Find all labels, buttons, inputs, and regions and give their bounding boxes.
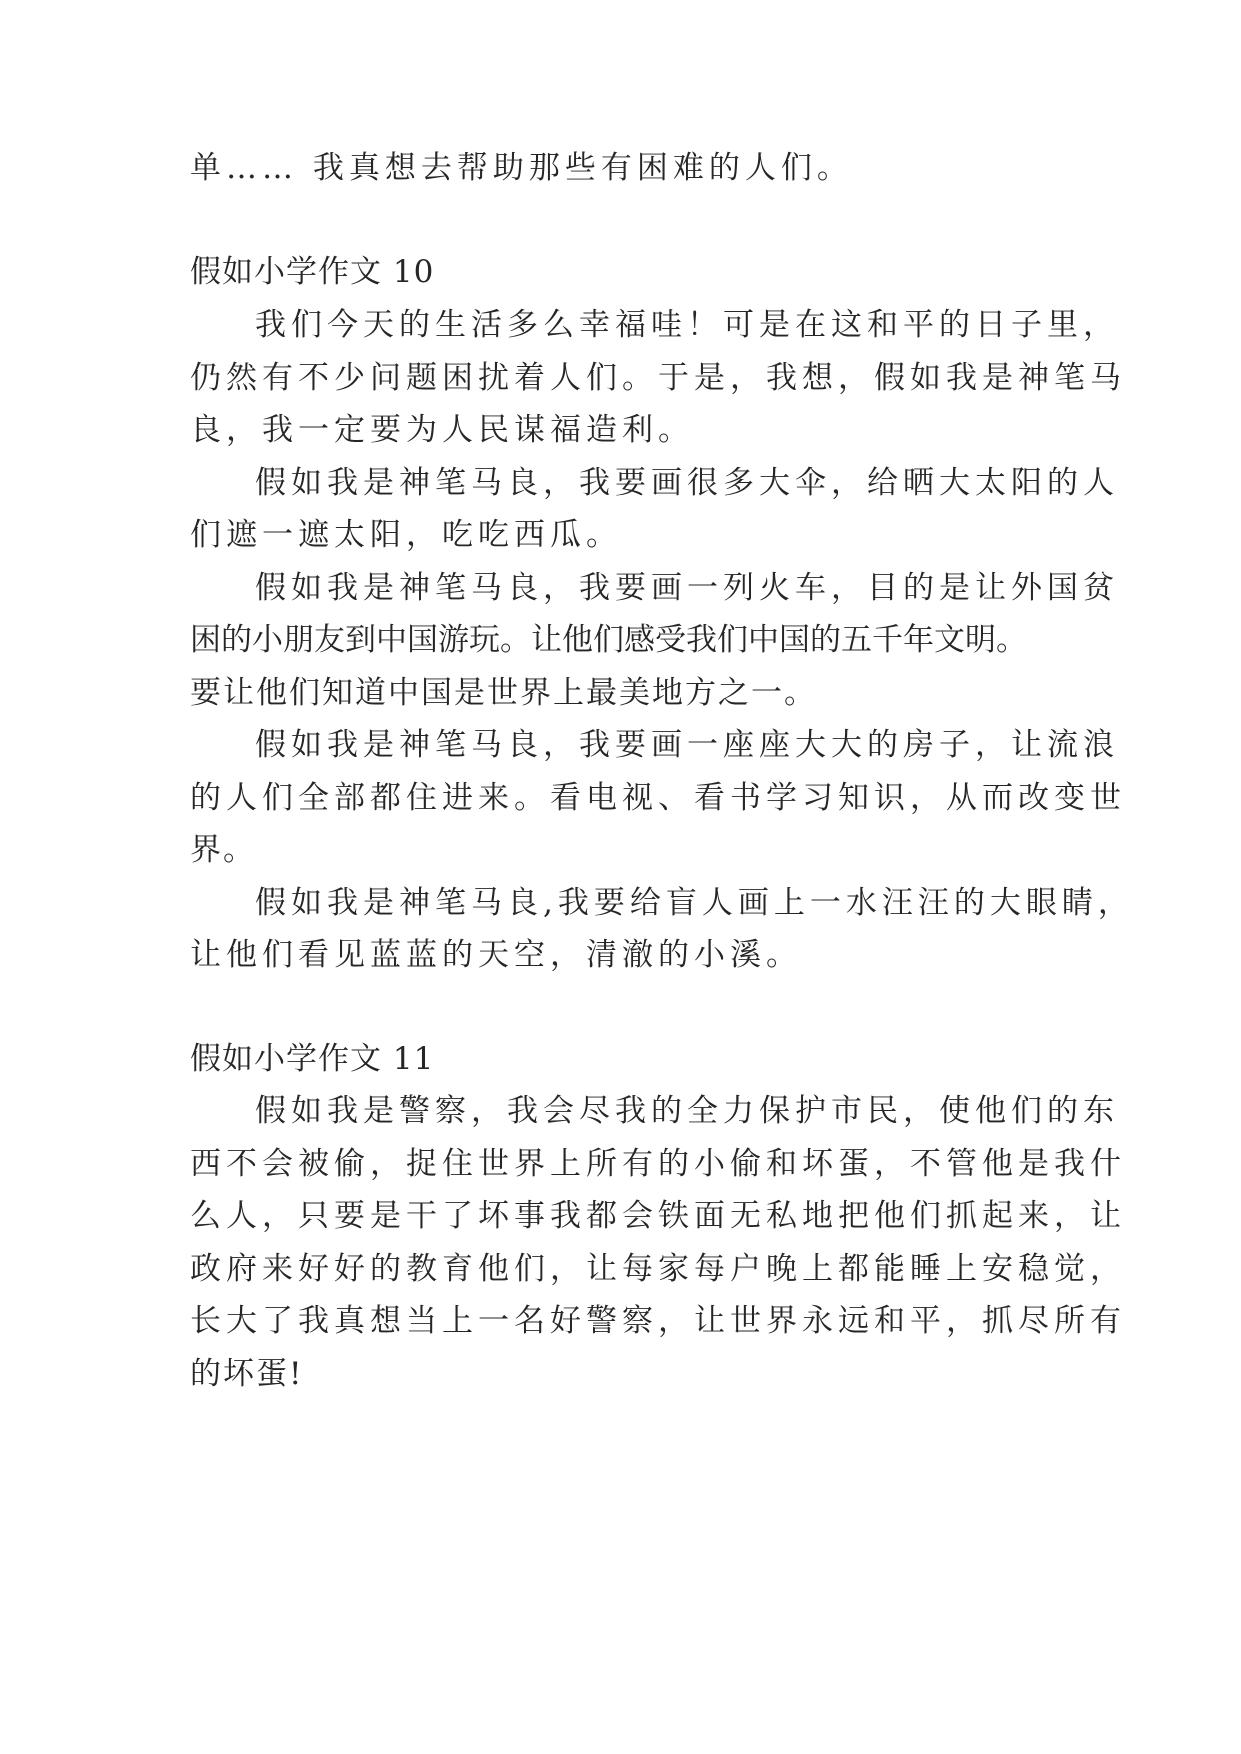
essay-11-line-2: 西不会被偷，捉住世界上所有的小偷和坏蛋，不管他是我什 bbox=[190, 1146, 1126, 1182]
essay-11-line-6: 的坏蛋! bbox=[190, 1356, 304, 1392]
essay-10-title: 假如小学作文 10 bbox=[190, 254, 435, 290]
essay-11-line-1: 假如我是警察，我会尽我的全力保护市民，使他们的东 bbox=[255, 1093, 1119, 1129]
essay-10-line-5: 们遮一遮太阳，吃吃西瓜。 bbox=[190, 517, 622, 553]
essay-11-line-4: 政府来好好的教育他们，让每家每户晚上都能睡上安稳觉， bbox=[190, 1251, 1126, 1287]
essay-10-line-4: 假如我是神笔马良，我要画很多大伞，给晒大太阳的人 bbox=[255, 465, 1119, 501]
essay-10-line-7: 困的小朋友到中国游玩。让他们感受我们中国的五千年文明。 bbox=[190, 622, 1027, 658]
essay-11-line-5: 长大了我真想当上一名好警察，让世界永远和平，抓尽所有 bbox=[190, 1303, 1126, 1339]
essay-10-line-1: 我们今天的生活多么幸福哇！可是在这和平的日子里， bbox=[255, 307, 1119, 343]
essay-10-line-13: 让他们看见蓝蓝的天空，清澈的小溪。 bbox=[190, 937, 802, 973]
essay-10-line-6: 假如我是神笔马良，我要画一列火车，目的是让外国贫 bbox=[255, 570, 1119, 606]
essay-10-line-9: 假如我是神笔马良，我要画一座座大大的房子，让流浪 bbox=[255, 727, 1119, 763]
essay-10-line-3: 良，我一定要为人民谋福造利。 bbox=[190, 412, 694, 448]
essay-10-line-10: 的人们全部都住进来。看电视、看书学习知识，从而改变世 bbox=[190, 780, 1126, 816]
essay-11-line-3: 么人，只要是干了坏事我都会铁面无私地把他们抓起来，让 bbox=[190, 1198, 1126, 1234]
essay-11-title: 假如小学作文 11 bbox=[190, 1041, 435, 1077]
intro-tail-line: 单…… 我真想去帮助那些有困难的人们。 bbox=[190, 150, 853, 186]
essay-10-line-8: 要让他们知道中国是世界上最美地方之一。 bbox=[190, 675, 817, 711]
essay-10-line-2: 仍然有不少问题困扰着人们。于是，我想，假如我是神笔马 bbox=[190, 360, 1126, 396]
essay-10-line-12: 假如我是神笔马良,我要给盲人画上一水汪汪的大眼睛， bbox=[255, 885, 1134, 921]
essay-10-line-11: 界。 bbox=[190, 832, 256, 868]
